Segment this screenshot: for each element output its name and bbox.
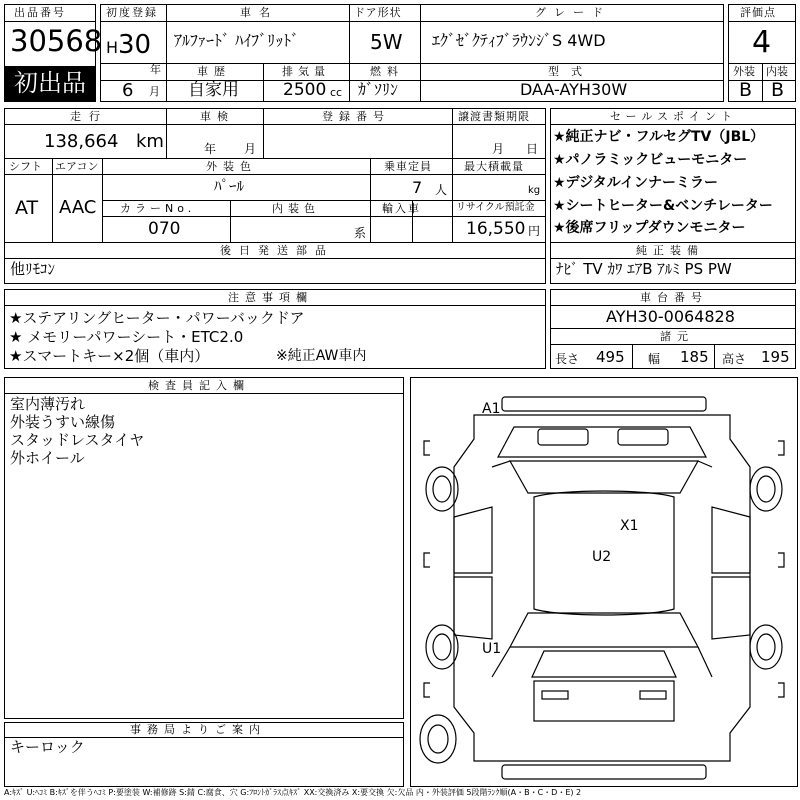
front-bumper bbox=[502, 397, 706, 411]
model-value: DAA-AYH30W bbox=[520, 80, 628, 99]
load-label: 最大積載量 bbox=[464, 160, 524, 173]
mileage-value: 138,664 bbox=[44, 131, 119, 152]
fuel-label: 燃料 bbox=[370, 65, 404, 78]
mark-a1: A1 bbox=[482, 401, 501, 417]
history-value: 自家用 bbox=[188, 80, 239, 100]
wheel-rear-left bbox=[426, 625, 458, 669]
plate-label: 登録番号 bbox=[322, 110, 390, 123]
chassis-label: 車台番号 bbox=[640, 291, 708, 304]
notes-line-3b: ※純正AW車内 bbox=[276, 348, 367, 364]
rear-lamp-right bbox=[640, 691, 666, 699]
office-label: 事務局よりご案内 bbox=[130, 723, 266, 736]
recycle-label: リサイクル預託金 bbox=[456, 202, 535, 213]
equipment-value: ﾅﾋﾞ TV ｶﾜ ｴｱB ｱﾙﾐ PS PW bbox=[556, 260, 732, 278]
recycle-value: 16,550 bbox=[466, 219, 526, 239]
capacity-label: 乗車定員 bbox=[384, 160, 432, 173]
inspector-line-4: 外ホイール bbox=[10, 449, 85, 467]
interior-color-label: 内装色 bbox=[272, 202, 320, 215]
inspection-year-unit: 年 bbox=[204, 142, 217, 156]
width-value: 185 bbox=[680, 348, 709, 366]
doc-day-unit: 日 bbox=[526, 142, 539, 156]
windshield bbox=[510, 461, 698, 493]
rear-hatch bbox=[532, 651, 676, 677]
chassis-value: AYH30-0064828 bbox=[606, 307, 735, 326]
month-unit: 月 bbox=[149, 85, 160, 98]
doc-label: 譲渡書類期限 bbox=[458, 110, 530, 123]
color-value: ﾊﾟｰﾙ bbox=[214, 177, 245, 195]
year-unit: 年 bbox=[150, 63, 161, 76]
front-grille-left bbox=[538, 429, 588, 445]
length-value: 495 bbox=[596, 348, 625, 366]
lot-label: 出品番号 bbox=[14, 6, 66, 19]
width-label: 幅 bbox=[648, 352, 661, 366]
inspection-month-unit: 月 bbox=[244, 142, 257, 156]
load-unit: kg bbox=[528, 185, 541, 196]
shift-value: AT bbox=[15, 197, 39, 219]
left-rear-door bbox=[454, 577, 492, 639]
exterior-label: 外装 bbox=[733, 65, 755, 78]
history-label: 車歴 bbox=[197, 65, 231, 78]
selling-point-5: ★後席フリップダウンモニター bbox=[553, 220, 746, 236]
selling-points-label: セールスポイント bbox=[610, 110, 738, 123]
spare-wheel bbox=[420, 715, 456, 763]
selling-point-2: ★パノラミックビューモニター bbox=[553, 152, 748, 168]
later-parts-value: 他ﾘﾓｺﾝ bbox=[10, 260, 56, 278]
displacement-label: 排気量 bbox=[282, 65, 330, 78]
wheel-rear-right bbox=[750, 625, 782, 669]
first-reg-label: 初度登録 bbox=[106, 6, 158, 19]
exterior-value: B bbox=[739, 79, 753, 101]
ac-value: AAC bbox=[59, 197, 97, 218]
door-label: ドア形状 bbox=[354, 6, 402, 19]
fuel-value: ｶﾞｿﾘﾝ bbox=[358, 80, 399, 99]
legend-text: A:ｷｽﾞ U:ﾍｺﾐ B:ｷｽﾞを伴うﾍｺﾐ P:要塗装 W:補修跡 S:錆 C:腐食、穴 G:ﾌﾛﾝﾄｶﾞﾗｽ点ｷｽﾞ XX:交換済み X:要交換 欠:欠品 内・外装評価 5段階ﾗﾝｸ順(A・B・C・D・E) 2 bbox=[4, 788, 582, 797]
ac-label: エアコン bbox=[55, 160, 99, 173]
mark-u2: U2 bbox=[592, 549, 612, 565]
import-label: 輸入車 bbox=[382, 202, 421, 215]
wheel-front-left bbox=[426, 467, 458, 511]
rear-bumper-area bbox=[534, 681, 674, 721]
later-parts-label: 後日発送部品 bbox=[220, 244, 334, 257]
rear-bumper bbox=[502, 765, 706, 779]
height-label: 高さ bbox=[722, 352, 747, 366]
selling-point-3: ★デジタルインナーミラー bbox=[553, 175, 719, 191]
door-value: 5W bbox=[370, 30, 403, 54]
car-damage-diagram bbox=[410, 377, 798, 787]
inspection-label: 車検 bbox=[200, 110, 234, 123]
model-label: 型式 bbox=[548, 65, 594, 78]
mileage-unit: km bbox=[136, 131, 164, 152]
length-label: 長さ bbox=[555, 352, 580, 366]
selling-point-1: ★純正ナビ・フルセグTV（JBL） bbox=[553, 129, 765, 145]
front-grille-right bbox=[618, 429, 668, 445]
color-no-label: カラーNo. bbox=[120, 202, 196, 215]
equipment-label: 純正装備 bbox=[636, 244, 704, 257]
inspector-line-3: スタッドレスタイヤ bbox=[10, 431, 145, 449]
inspector-line-1: 室内薄汚れ bbox=[10, 395, 86, 413]
shift-label: シフト bbox=[9, 160, 42, 173]
displacement-unit: cc bbox=[330, 86, 343, 99]
mark-x1: X1 bbox=[620, 518, 639, 534]
capacity-value: 7 bbox=[412, 178, 423, 197]
grade-label: グレード bbox=[535, 6, 611, 19]
dims-label: 諸元 bbox=[660, 330, 694, 343]
doc-month-unit: 月 bbox=[492, 142, 505, 156]
interior-label: 内装 bbox=[766, 65, 788, 78]
right-front-door bbox=[712, 507, 750, 573]
hood-outline bbox=[498, 427, 706, 457]
era-letter: H bbox=[106, 38, 119, 57]
interior-value: B bbox=[771, 79, 785, 101]
recycle-unit: 円 bbox=[528, 224, 541, 238]
capacity-unit: 人 bbox=[435, 183, 448, 197]
notes-line-1: ★ステアリングヒーター・パワーバックドア bbox=[9, 309, 305, 327]
color-no-value: 070 bbox=[148, 219, 181, 239]
notes-line-3a: ★スマートキー×2個（車内） bbox=[9, 347, 210, 365]
car-name: ｱﾙﾌｧｰﾄﾞ ﾊｲﾌﾞﾘｯﾄﾞ bbox=[174, 31, 300, 50]
rear-lamp-left bbox=[542, 691, 568, 699]
score-value: 4 bbox=[752, 25, 772, 60]
mark-u1: U1 bbox=[482, 641, 502, 657]
rear-window bbox=[510, 613, 698, 647]
wheel-front-right bbox=[750, 467, 782, 511]
first-listing-badge: 初出品 bbox=[5, 66, 95, 101]
month-value: 6 bbox=[122, 80, 134, 101]
right-rear-door bbox=[712, 577, 750, 639]
year-value: 30 bbox=[118, 30, 152, 60]
selling-point-4: ★シートヒーター&ベンチレーター bbox=[553, 198, 773, 214]
height-value: 195 bbox=[761, 348, 790, 366]
score-label: 評価点 bbox=[740, 6, 776, 19]
office-value: キーロック bbox=[10, 738, 85, 756]
grade-value: ｴｸﾞｾﾞｸﾃｨﾌﾞﾗｳﾝｼﾞS 4WD bbox=[432, 31, 606, 50]
notes-line-2: ★ メモリーパワーシート・ETC2.0 bbox=[9, 328, 244, 346]
mileage-label: 走行 bbox=[70, 110, 108, 123]
left-front-door bbox=[454, 507, 492, 573]
interior-color-unit: 系 bbox=[354, 226, 367, 240]
color-label: 外装色 bbox=[206, 160, 257, 173]
car-name-label: 車名 bbox=[240, 6, 278, 19]
car-body-outline bbox=[454, 415, 750, 761]
inspector-line-2: 外装うすい線傷 bbox=[10, 413, 116, 431]
inspector-label: 検査員記入欄 bbox=[148, 379, 250, 392]
displacement-value: 2500 bbox=[283, 80, 327, 100]
lot-number: 30568 bbox=[10, 24, 103, 58]
notes-label: 注意事項欄 bbox=[228, 291, 313, 304]
